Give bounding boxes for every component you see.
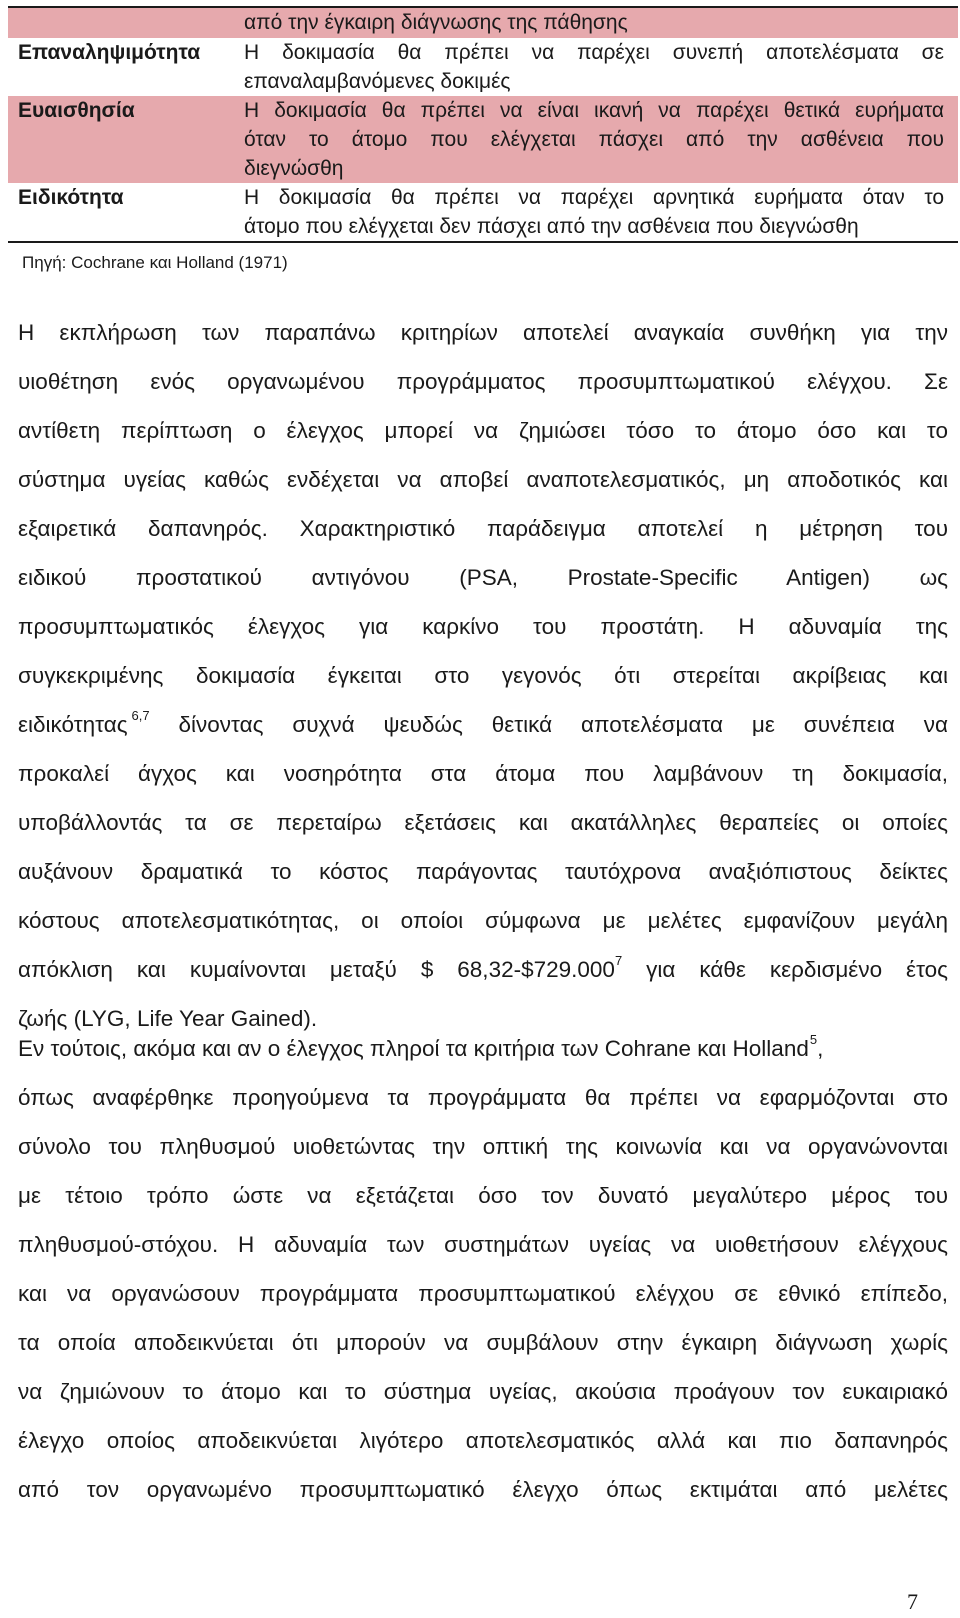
criterion-line: από την έγκαιρη διάγνωσης της πάθησης (244, 11, 628, 34)
text-line: αντίθετη περίπτωση ο έλεγχος μπορεί να ζημιώσει τόσο το άτομο όσο και το (18, 418, 948, 443)
text-line: να ζημιώνουν το άτομο και το σύστημα υγείας, ακούσια προάγουν τον ευκαιριακό (18, 1379, 948, 1404)
criterion-line: Η δοκιμασία θα πρέπει να παρέχει συνεπή αποτελέσματα σε (244, 41, 944, 64)
text-line-with-citation (18, 1024, 948, 1073)
line-text: απόκλιση και κυμαίνονται μεταξύ $ 68,32-$729.000 (18, 957, 615, 982)
text-line: αυξάνουν δραματικά το κόστος παράγοντας ταυτόχρονα αναξιόπιστους δείκτες (18, 859, 948, 884)
table-bottom-rule (8, 241, 958, 243)
paragraph-2 (18, 1024, 948, 1514)
text-line: όπως αναφέρθηκε προηγούμενα τα προγράμματα θα πρέπει να εφαρμόζονται στο (18, 1085, 948, 1110)
criterion-line: επαναλαμβανόμενες δοκιμές (244, 70, 511, 93)
line-text: ειδικότητας (18, 712, 128, 737)
text-line-with-citation (18, 700, 948, 749)
citation-superscript: 6,7 (131, 708, 150, 723)
text-line: συγκεκριμένης δοκιμασία έγκειται στο γεγονός ότι στερείται ακρίβειας και (18, 663, 948, 688)
text-line: σύστημα υγείας καθώς ενδέχεται να αποβεί αναποτελεσματικός, μη αποδοτικός και (18, 467, 948, 492)
page-number: 7 (907, 1589, 918, 1614)
text-line-with-citation (18, 945, 948, 994)
table-row (8, 96, 958, 183)
criterion-description (244, 96, 958, 183)
text-line: με τέτοιο τρόπο ώστε να εξετάζεται όσο τον δυνατό μεγαλύτερο μέρος του (18, 1183, 948, 1208)
table-row (8, 183, 958, 241)
criterion-name: Ευαισθησία (18, 99, 135, 122)
criterion-name: Επαναληψιμότητα (18, 41, 201, 64)
line-text: Εν τούτοις, ακόμα και αν ο έλεγχος πληροί τα κριτήρια των Cohrane και Holland (18, 1036, 809, 1061)
citation-superscript: 7 (614, 953, 623, 968)
text-line: εξαιρετικά δαπανηρός. Χαρακτηριστικό παράδειγμα αποτελεί η μέτρηση του (18, 516, 948, 541)
line-text: , (817, 1036, 824, 1061)
line-text: δίνοντας συχνά ψευδώς θετικά αποτελέσματα με συνέπεια να (178, 712, 948, 737)
criterion-line: όταν το άτομο που ελέγχεται πάσχει από την ασθένεια που (244, 128, 944, 151)
text-line: από τον οργανωμένο προσυμπτωματικό έλεγχο όπως εκτιμάται από μελέτες (18, 1477, 948, 1502)
text-line: έλεγχο οποίος αποδεικνύεται λιγότερο αποτελεσματικός αλλά και πιο δαπανηρός (18, 1428, 948, 1453)
line-text: για κάθε κερδισμένο έτος (646, 957, 948, 982)
text-line: κόστους αποτελεσματικότητας, οι οποίοι σύμφωνα με μελέτες εμφανίζουν μεγάλη (18, 908, 948, 933)
text-line: ζωής (LYG, Life Year Gained). (18, 1006, 318, 1031)
table-row (8, 38, 958, 96)
table-source-note: Πηγή: Cochrane και Holland (1971) (22, 253, 288, 272)
paragraph-1 (18, 308, 948, 1043)
criterion-description (244, 183, 958, 241)
text-line: Η εκπλήρωση των παραπάνω κριτηρίων αποτελεί αναγκαία συνθήκη για την (18, 320, 948, 345)
criterion-line: διεγνώσθη (244, 157, 344, 180)
text-line: προσυμπτωματικός έλεγχος για καρκίνο του προστάτη. Η αδυναμία της (18, 614, 948, 639)
text-line: ειδικού προστατικού αντιγόνου (PSA, Prostate-Specific Antigen) ως (18, 565, 948, 590)
criterion-line: Η δοκιμασία θα πρέπει να παρέχει αρνητικά ευρήματα όταν το (244, 186, 944, 209)
text-line: υποβάλλοντάς τα σε περεταίρω εξετάσεις και ακατάλληλες θεραπείες οι οποίες (18, 810, 948, 835)
text-line: τα οποία αποδεικνύεται ότι μπορούν να συμβάλουν στην έγκαιρη διάγνωση χωρίς (18, 1330, 948, 1355)
text-line: σύνολο του πληθυσμού υιοθετώντας την οπτική της κοινωνία και να οργανώνονται (18, 1134, 948, 1159)
citation-superscript: 5 (809, 1032, 818, 1047)
text-line: πληθυσμού-στόχου. Η αδυναμία των συστημάτων υγείας να υιοθετήσουν ελέγχους (18, 1232, 948, 1257)
criterion-description (244, 8, 958, 38)
text-line: υιοθέτηση ενός οργανωμένου προγράμματος προσυμπτωματικού ελέγχου. Σε (18, 369, 948, 394)
text-line: και να οργανώσουν προγράμματα προσυμπτωματικού ελέγχου σε εθνικό επίπεδο, (18, 1281, 948, 1306)
criterion-name (8, 8, 244, 38)
table-row (8, 8, 958, 38)
criterion-name: Ειδικότητα (18, 186, 124, 209)
criterion-description (244, 38, 958, 96)
criterion-line: Η δοκιμασία θα πρέπει να είναι ικανή να παρέχει θετικά ευρήματα (244, 99, 944, 122)
text-line: προκαλεί άγχος και νοσηρότητα στα άτομα που λαμβάνουν τη δοκιμασία, (18, 761, 948, 786)
criteria-table (8, 6, 958, 243)
criterion-line: άτομο που ελέγχεται δεν πάσχει από την ασθένεια που διεγνώσθη (244, 215, 859, 238)
